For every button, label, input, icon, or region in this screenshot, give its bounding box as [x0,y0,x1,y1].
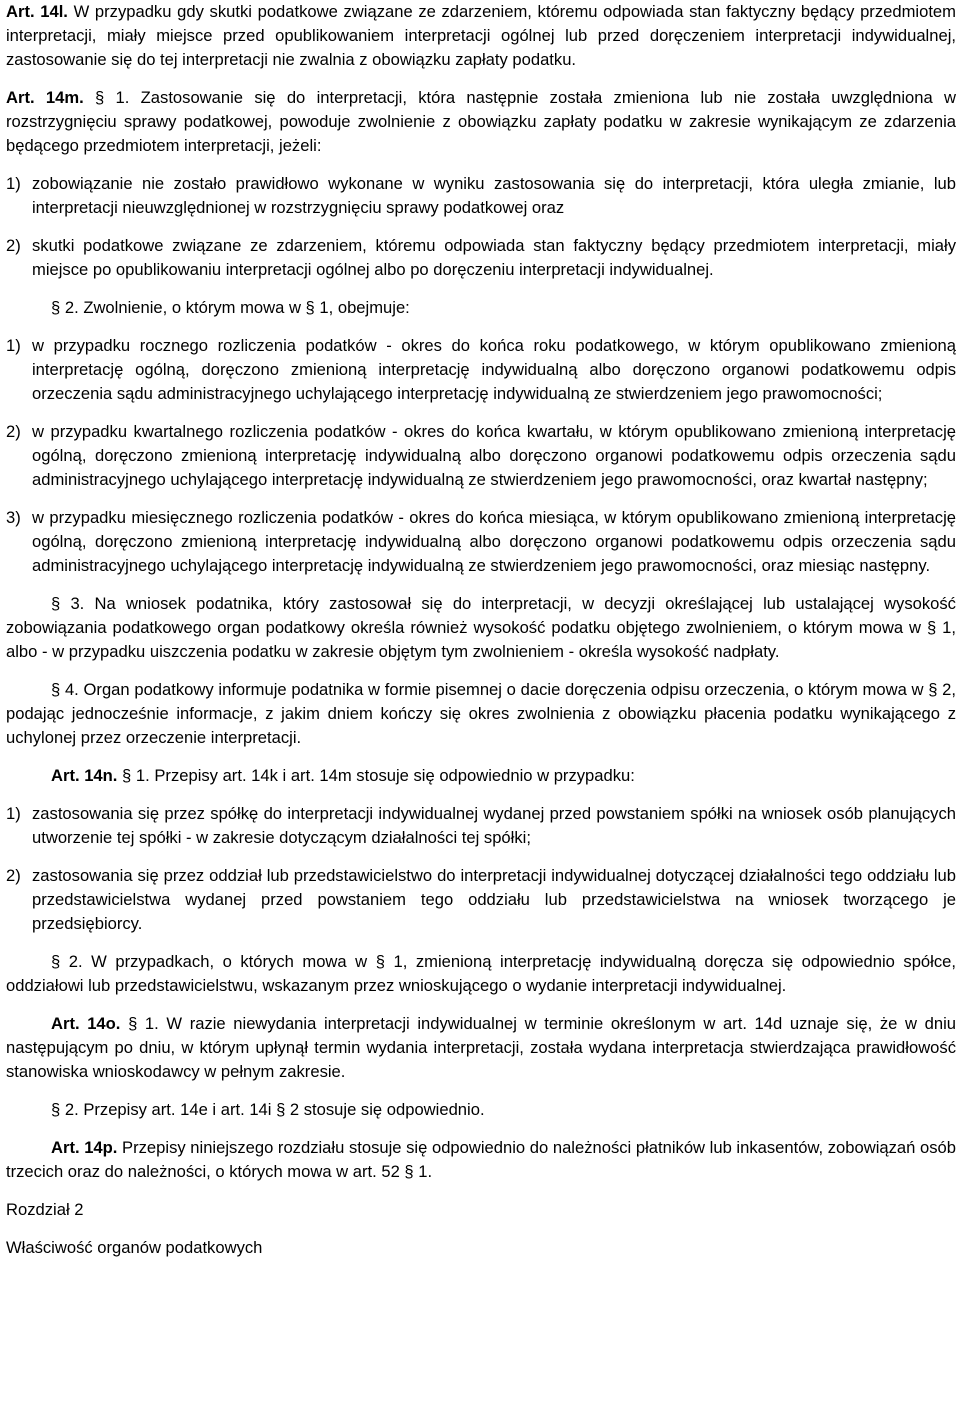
list-item-text: w przypadku kwartalnego rozliczenia podatków - okres do końca kwartału, w którym opublikowano zmienioną interpretację ogólną, doręczono zmienioną interpretację indywidualną albo doręczono organowi podatkowemu odpis orzeczenia sądu administracyjnego uchylającego interpretację indywidualną ze stwierdzeniem jego prawomocności, oraz kwartał następny; [32,422,956,489]
list-item-number: 1) [6,174,21,193]
article-label: Art. 14n. [51,766,118,785]
paragraph-label: § 1. [128,1014,159,1033]
list-item-text: w przypadku miesięcznego rozliczenia podatków - okres do końca miesiąca, w którym opublikowano zmienioną interpretację ogólną, doręczono zmienioną interpretację indywidualną albo doręczono organowi podatkowemu odpis orzeczenia sądu administracyjnego uchylającego interpretację indywidualną ze stwierdzeniem jego prawomocności, oraz miesiąc następny. [32,508,956,575]
list-item-number: 3) [6,508,21,527]
list-item [6,334,956,406]
article-label: Art. 14p. [51,1138,118,1157]
list-item-number: 1) [6,336,21,355]
list-item [6,172,956,220]
article-14o-par1 [6,1012,956,1084]
paragraph-text: Zastosowanie się do interpretacji, która następnie została zmieniona lub nie została uwzględniona w rozstrzygnięciu sprawy podatkowej, powoduje zwolnienie z obowiązku zapłaty podatku w zakresie wynikającym ze zdarzenia będącego przedmiotem interpretacji, jeżeli: [6,88,956,155]
list-item-number: 1) [6,804,21,823]
paragraph-text: Zwolnienie, o którym mowa w § 1, obejmuje: [83,298,410,317]
list-item [6,234,956,282]
article-label: Art. 14l. [6,2,68,21]
list-item-text: zastosowania się przez spółkę do interpretacji indywidualnej wydanej przed powstaniem spółki na wniosek osób planujących utworzenie tej spółki - w zakresie dotyczącym działalności tej spółki; [32,804,956,847]
list-item [6,802,956,850]
article-14m-par2 [6,296,956,320]
article-14p [6,1136,956,1184]
chapter-number: Rozdział 2 [6,1200,84,1219]
article-14o-par2 [6,1098,956,1122]
article-label: Art. 14m. [6,88,84,107]
article-14n-par1 [6,764,956,788]
chapter-title: Właściwość organów podatkowych [6,1238,263,1257]
article-14m-par1 [6,86,956,158]
list-item-text: zobowiązanie nie zostało prawidłowo wykonane w wyniku zastosowania się do interpretacji, która uległa zmianie, lub interpretacji nieuwzględnionej w rozstrzygnięciu sprawy podatkowej oraz [32,174,956,217]
list-item-text: w przypadku rocznego rozliczenia podatków - okres do końca roku podatkowego, w którym opublikowano zmienioną interpretację ogólną, doręczono zmienioną interpretację indywidualną albo doręczono organowi podatkowemu odpis orzeczenia sądu administracyjnego uchylającego interpretację indywidualną ze stwierdzeniem jego prawomocności; [32,336,956,403]
paragraph-text: W przypadkach, o których mowa w § 1, zmienioną interpretację indywidualną doręcza się odpowiednio spółce, oddziałowi lub przedstawicielstwu, wskazanym przez wnioskującego o wydanie interpretacji indywidualnej. [6,952,956,995]
list-item-number: 2) [6,866,21,885]
paragraph-label: § 2. [51,298,79,317]
list-item-number: 2) [6,236,21,255]
article-14m-par3 [6,592,956,664]
article-label: Art. 14o. [51,1014,121,1033]
article-text: W przypadku gdy skutki podatkowe związane ze zdarzeniem, któremu odpowiada stan faktyczny będący przedmiotem interpretacji, miały miejsce przed opublikowaniem interpretacji ogólnej lub przed doręczeniem interpretacji indywidualnej, zastosowanie się do tej interpretacji nie zwalnia z obowiązku zapłaty podatku. [6,2,956,69]
paragraph-label: § 2. [51,952,83,971]
paragraph-label: § 4. [51,680,79,699]
list-item [6,506,956,578]
list-item [6,420,956,492]
list-item-text: skutki podatkowe związane ze zdarzeniem, któremu odpowiada stan faktyczny będący przedmiotem interpretacji, miały miejsce po opublikowaniu interpretacji ogólnej albo po doręczeniu interpretacji indywidualnej. [32,236,956,279]
paragraph-text: W razie niewydania interpretacji indywidualnej w terminie określonym w art. 14d uznaje się, że w dniu następującym po dniu, w którym upłynął termin wydania interpretacji, została wydana interpretacja stwierdzająca prawidłowość stanowiska wnioskodawcy w pełnym zakresie. [6,1014,956,1081]
paragraph-label: § 2. [51,1100,79,1119]
list-item [6,864,956,936]
article-text: Przepisy niniejszego rozdziału stosuje się odpowiednio do należności płatników lub inkasentów, zobowiązań osób trzecich oraz do należności, o których mowa w art. 52 § 1. [6,1138,956,1181]
paragraph-text: Na wniosek podatnika, który zastosował się do interpretacji, w decyzji określającej lub ustalającej wysokość zobowiązania podatkowego organ podatkowy określa również wysokość podatku objętego zwolnieniem, o którym mowa w § 1, albo - w przypadku uiszczenia podatku w zakresie objętym tym zwolnieniem - określa wysokość nadpłaty. [6,594,956,661]
article-14m-par4 [6,678,956,750]
paragraph-text: Organ podatkowy informuje podatnika w formie pisemnej o dacie doręczenia odpisu orzeczenia, o którym mowa w § 2, podając jednocześnie informacje, z jakim dniem kończy się okres zwolnienia z obowiązku płacenia podatku wynikającego z uchylonej przez orzeczenie interpretacji. [6,680,956,747]
paragraph-label: § 1. [122,766,150,785]
list-item-number: 2) [6,422,21,441]
list-item-text: zastosowania się przez oddział lub przedstawicielstwo do interpretacji indywidualnej dotyczącej działalności tego oddziału lub przedstawicielstwa wydanej przed powstaniem tego oddziału lub przedstawicielstwa na wniosek tworzącego je przedsiębiorcy. [32,866,956,933]
paragraph-label: § 1. [95,88,130,107]
paragraph-text: Przepisy art. 14e i art. 14i § 2 stosuje się odpowiednio. [83,1100,485,1119]
paragraph-text: Przepisy art. 14k i art. 14m stosuje się odpowiednio w przypadku: [154,766,635,785]
paragraph-label: § 3. [51,594,85,613]
article-14l [6,0,956,72]
article-14n-par2 [6,950,956,998]
